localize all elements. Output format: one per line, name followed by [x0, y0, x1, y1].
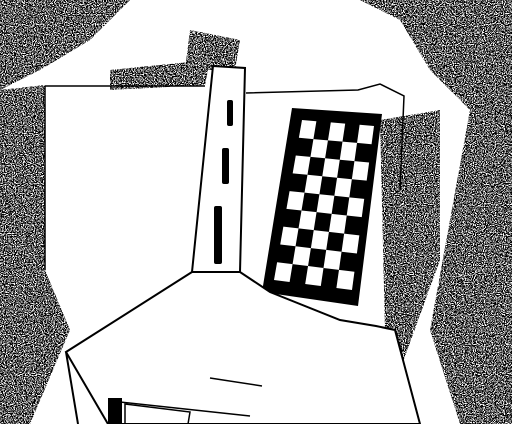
- checker-cell-white: [305, 266, 323, 286]
- checker-cell-white: [357, 125, 374, 144]
- checker-cell-white: [293, 156, 311, 175]
- checker-cell-white: [324, 250, 342, 270]
- checker-cell-white: [293, 246, 311, 266]
- checker-cell-white: [311, 230, 329, 250]
- checker-cell-white: [336, 270, 354, 290]
- checker-cell-white: [352, 161, 369, 181]
- checker-cell-white: [329, 214, 347, 234]
- checker-cell-white: [322, 158, 340, 177]
- checker-cell-white: [286, 191, 304, 210]
- chair-leg-shadow: [108, 398, 122, 424]
- checker-cell-white: [317, 194, 335, 214]
- checker-cell-white: [340, 142, 357, 161]
- checker-cell-white: [299, 120, 317, 139]
- checker-cell-white: [310, 139, 328, 158]
- checker-cell-white: [342, 234, 360, 254]
- checker-cell-white: [347, 197, 365, 217]
- checker-cell-white: [334, 178, 352, 198]
- checker-cell-white: [274, 262, 293, 282]
- checker-cell-white: [304, 175, 322, 194]
- checker-cell-white: [280, 227, 298, 247]
- checker-cell-white: [328, 122, 345, 141]
- checker-cell-white: [299, 211, 317, 231]
